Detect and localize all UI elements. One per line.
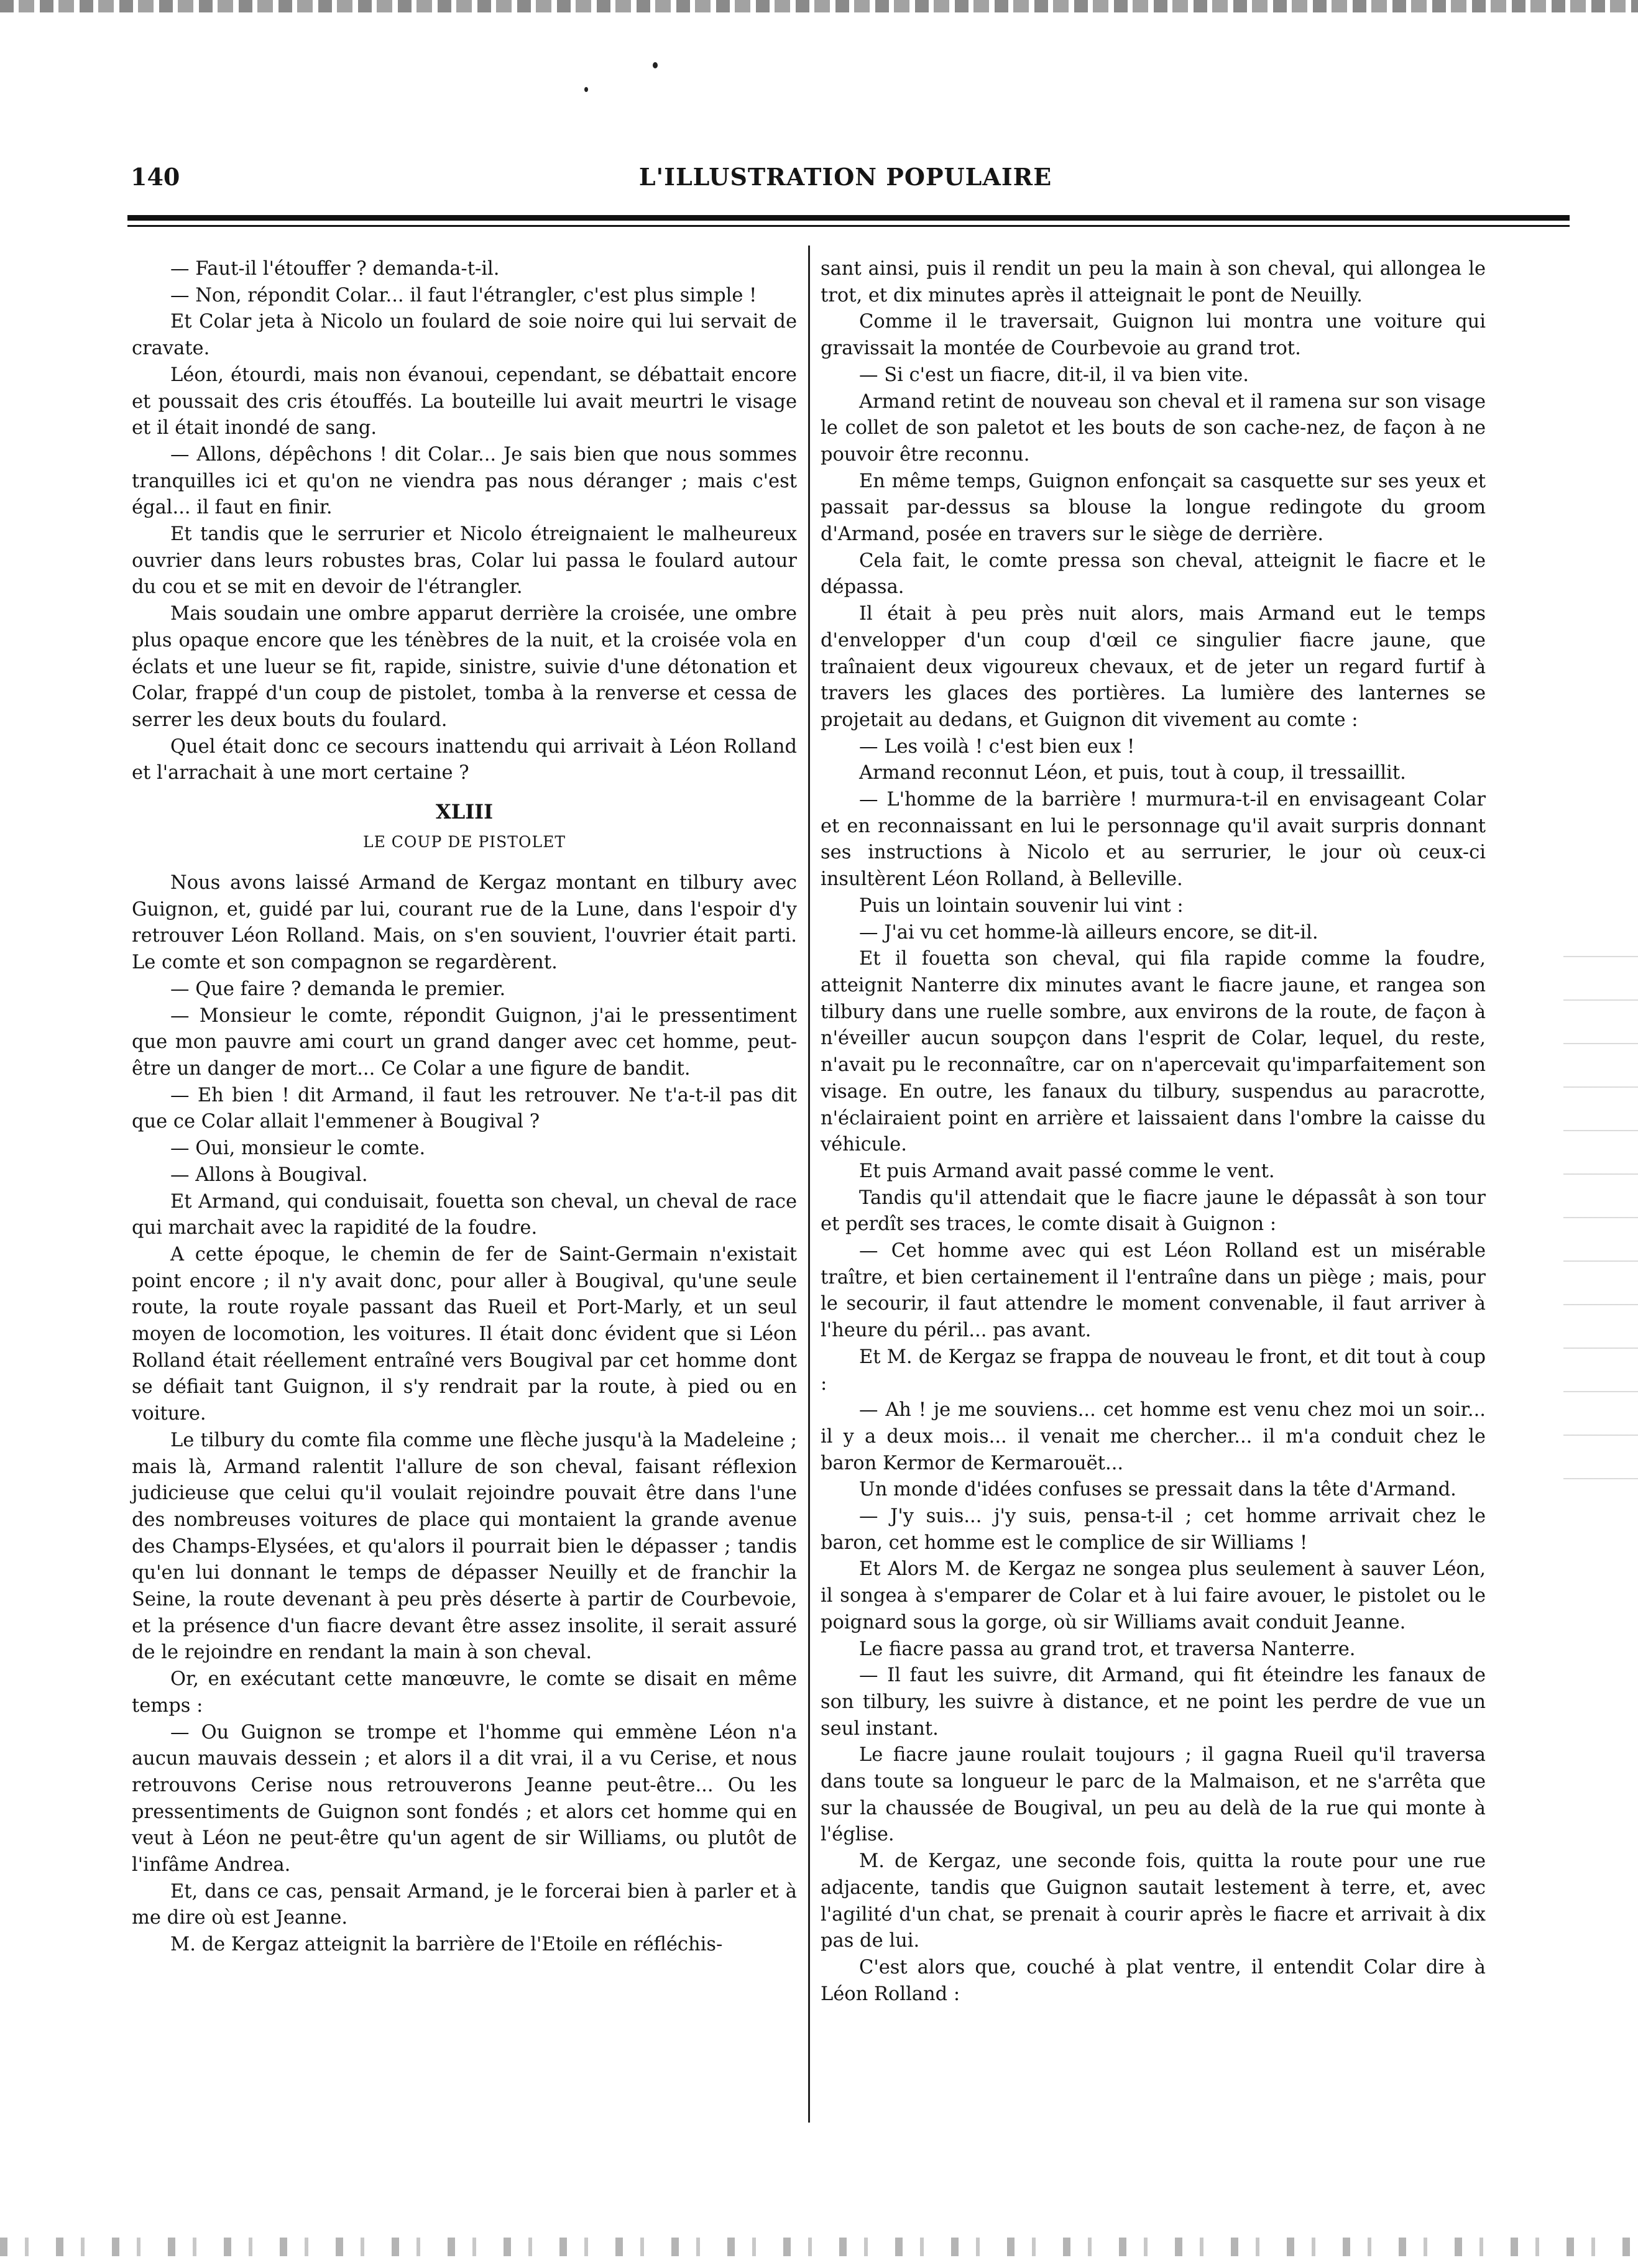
paragraph: — Les voilà ! c'est bien eux ! [859, 735, 1135, 758]
paragraph: Nous avons laissé Armand de Kergaz montant en tilbury avec Guignon, et, guidé par lui, courant rue de la Lune, dans l'espoir d'y retrouver Léon Rolland. Mais, on s'en souvient, l'ouvrier était parti. Le comte et son compagnon se regardèrent. [132, 872, 797, 974]
paragraph: Et tandis que le serrurier et Nicolo étreignaient le malheureux ouvrier dans leurs robustes bras, Colar lui passa le foulard autour du cou et se mit en devoir de l'étrangler. [132, 523, 797, 599]
left-column [132, 256, 797, 1958]
header-rule-thick [127, 215, 1570, 221]
paragraph: — Non, répondit Colar... il faut l'étrangler, c'est plus simple ! [170, 284, 757, 306]
paragraph: — Allons, dépêchons ! dit Colar... Je sais bien que nous sommes tranquilles ici et qu'on ne viendra pas nous déranger ; mais c'est égal... il faut en finir. [132, 443, 797, 519]
paragraph: Et Alors M. de Kergaz ne songea plus seulement à sauver Léon, il songea à s'emparer de Colar et à lui faire avouer, le pistolet ou le poignard sous la gorge, où sir Williams avait conduit Jeanne. [821, 1558, 1486, 1633]
paragraph: Il était à peu près nuit alors, mais Armand eut le temps d'envelopper d'un coup d'œil ce singulier fiacre jaune, que traînaient deux vigoureux chevaux, et de jeter un regard furtif à travers les glaces des portières. La lumière des lanternes se projetait au dedans, et Guignon dit vivement au comte : [821, 603, 1486, 731]
paragraph: — Il faut les suivre, dit Armand, qui fit éteindre les fanaux de son tilbury, les suivre à distance, et ne point les perdre de vue un seul instant. [821, 1664, 1486, 1740]
right-paragraphs [821, 256, 1486, 2008]
paragraph: Et Colar jeta à Nicolo un foulard de soie noire qui lui servait de cravate. [132, 311, 797, 360]
ink-speck [653, 62, 658, 68]
paragraph: — Eh bien ! dit Armand, il faut les retrouver. Ne t'a-t-il pas dit que ce Colar allait l'emmener à Bougival ? [132, 1084, 797, 1133]
paragraph: — J'y suis... j'y suis, pensa-t-il ; cet homme arrivait chez le baron, cet homme est le complice de sir Williams ! [821, 1505, 1486, 1554]
paragraph: Quel était donc ce secours inattendu qui arrivait à Léon Rolland et l'arrachait à une mort certaine ? [132, 735, 797, 784]
page-number: 140 [131, 163, 180, 191]
paragraph: — Oui, monsieur le comte. [170, 1137, 426, 1160]
header-rule-thin [127, 225, 1570, 227]
paragraph: Armand retint de nouveau son cheval et il ramena sur son visage le collet de son paletot et les bouts de son cache-nez, de façon à ne pouvoir être reconnu. [821, 390, 1486, 466]
paragraph: — J'ai vu cet homme-là ailleurs encore, se dit-il. [859, 921, 1318, 943]
top-edge-noise [0, 0, 1638, 12]
paragraph: Le fiacre jaune roulait toujours ; il gagna Rueil qu'il traversa dans toute sa longueur le parc de la Malmaison, et ne s'arrêta que sur la chaussée de Bougival, un peu au delà de la rue qui monte à l'église. [821, 1744, 1486, 1846]
left-paragraphs-after [132, 870, 797, 1958]
bottom-edge-noise [0, 2238, 1638, 2256]
chapter-title: LE COUP DE PISTOLET [362, 833, 566, 852]
paragraph: — Cet homme avec qui est Léon Rolland est un misérable traître, et bien certainement il l'entraîne dans un piège ; mais, pour le secourir, il faut attendre le moment convenable, il faut arriver à l'heure du péril... pas avant. [821, 1240, 1486, 1342]
paragraph: Et M. de Kergaz se frappa de nouveau le front, et dit tout à coup : [821, 1346, 1486, 1395]
paragraph: Et il fouetta son cheval, qui fila rapide comme la foudre, atteignit Nanterre dix minutes avant le fiacre jaune, et rangea son tilbury dans une ruelle sombre, aux environs de la route, de façon à n'éveiller aucun soupçon dans l'esprit de Colar, lequel, du reste, n'avait pu le reconnaître, car on n'apercevait qu'imparfaitement son visage. En outre, les fanaux du tilbury, suspendus au paracrotte, n'éclairaient point en arrière et laissaient dans l'ombre la caisse du véhicule. [821, 948, 1486, 1156]
paragraph: M. de Kergaz atteignit la barrière de l'Etoile en réfléchis- [170, 1934, 723, 1956]
paragraph: Léon, étourdi, mais non évanoui, cependant, se débattait encore et poussait des cris étouffés. La bouteille lui avait meurtri le visage et il était inondé de sang. [132, 364, 797, 439]
paragraph: — Ah ! je me souviens... cet homme est venu chez moi un soir... il y a deux mois... il venait me chercher... il m'a conduit chez le baron Kermor de Kermarouët... [821, 1399, 1486, 1474]
paragraph: Tandis qu'il attendait que le fiacre jaune le dépassât à son tour et perdît ses traces, le comte disait à Guignon : [821, 1187, 1486, 1236]
paragraph: Le fiacre passa au grand trot, et traversa Nanterre. [859, 1638, 1356, 1660]
paragraph: Un monde d'idées confuses se pressait dans la tête d'Armand. [859, 1479, 1456, 1501]
page-header [131, 163, 1560, 200]
paragraph: Or, en exécutant cette manœuvre, le comte se disait en même temps : [132, 1668, 797, 1717]
chapter-number: XLIII [435, 800, 494, 824]
paragraph: Comme il le traversait, Guignon lui montra une voiture qui gravissait la montée de Courbevoie au grand trot. [821, 311, 1486, 360]
paragraph: — Allons à Bougival. [170, 1164, 368, 1186]
left-paragraphs-before [132, 256, 797, 787]
paragraph: Armand reconnut Léon, et puis, tout à coup, il tressaillit. [859, 762, 1406, 784]
paragraph: Le tilbury du comte fila comme une flèche jusqu'à la Madeleine ; mais là, Armand ralentit l'allure de son cheval, faisant réflexion judicieuse que celui qu'il voulait rejoindre pouvait être dans l'une des nombreuses voitures de place qui montaient la grande avenue des Champs-Elysées, et qu'alors il pourrait bien le dépasser ; tandis qu'en lui donnant le temps de dépasser Neuilly et de franchir la Seine, la route devenant à peu près déserte à partir de Courbevoie, et la présence d'un fiacre devant être assez insolite, il serait assuré de le rejoindre en rendant la main à son cheval. [132, 1429, 797, 1664]
paragraph: — Monsieur le comte, répondit Guignon, j'ai le pressentiment que mon pauvre ami court un grand danger avec cet homme, peut-être un danger de mort... Ce Colar a une figure de bandit. [132, 1004, 797, 1080]
paragraph: A cette époque, le chemin de fer de Saint-Germain n'existait point encore ; il n'y avait donc, pour aller à Bougival, qu'une seule route, la route royale passant das Rueil et Port-Marly, et un seul moyen de locomotion, les voitures. Il était donc évident que si Léon Rolland était réellement entraîné vers Bougival par cet homme dont se défiait tant Guignon, il s'y rendrait par la route, à pied ou en voiture. [132, 1243, 797, 1425]
paragraph: Et puis Armand avait passé comme le vent. [859, 1160, 1275, 1182]
paragraph: Et, dans ce cas, pensait Armand, je le forcerai bien à parler et à me dire où est Jeanne. [132, 1880, 797, 1929]
paragraph: — L'homme de la barrière ! murmura-t-il en envisageant Colar et en reconnaissant en lui le personnage qu'il avait surpris donnant ses instructions à Nicolo et au serrurier, le jour où ceux-ci insultèrent Léon Rolland, à Belleville. [821, 789, 1486, 891]
paragraph: Et Armand, qui conduisait, fouetta son cheval, un cheval de race qui marchait avec la rapidité de la foudre. [132, 1190, 797, 1239]
right-column [821, 256, 1486, 2008]
paragraph: — Ou Guignon se trompe et l'homme qui emmène Léon n'a aucun mauvais dessein ; et alors il a dit vrai, il a vu Cerise, et nous retrouvons Cerise nous retrouverons Jeanne peut-être... Ou les pressentiments de Guignon sont fondés ; et alors cet homme qui en veut à Léon ne peut-être qu'un agent de sir Williams, ou plutôt de l'infâme Andrea. [132, 1721, 797, 1876]
paragraph: Mais soudain une ombre apparut derrière la croisée, une ombre plus opaque encore que les ténèbres de la nuit, et la croisée vola en éclats et une lueur se fit, rapide, sinistre, suivie d'une détonation et Colar, frappé d'un coup de pistolet, tomba à la renverse et cessa de serrer les deux bouts du foulard. [132, 603, 797, 731]
margin-noise [1563, 932, 1638, 1492]
paragraph: — Que faire ? demanda le premier. [170, 978, 506, 1000]
paragraph: M. de Kergaz, une seconde fois, quitta la route pour une rue adjacente, tandis que Guignon sautait lestement à terre, et, avec l'agilité d'un chat, se prenait à courir après le fiacre et arrivait à dix pas de lui. [821, 1850, 1486, 1952]
paragraph: C'est alors que, couché à plat ventre, il entendit Colar dire à Léon Rolland : [821, 1957, 1486, 2005]
ink-speck [584, 87, 588, 92]
paragraph: En même temps, Guignon enfonçait sa casquette sur ses yeux et passait par-dessus sa blouse la longue redingote du groom d'Armand, posée en travers sur le siège de derrière. [821, 470, 1486, 546]
paragraph: Cela fait, le comte pressa son cheval, atteignit le fiacre et le dépassa. [821, 549, 1486, 599]
journal-title: L'ILLUSTRATION POPULAIRE [638, 163, 1052, 191]
paragraph: Puis un lointain souvenir lui vint : [859, 894, 1184, 917]
column-divider [808, 246, 810, 2123]
paragraph: sant ainsi, puis il rendit un peu la main à son cheval, qui allongea le trot, et dix minutes après il atteignait le pont de Neuilly. [821, 258, 1486, 306]
paragraph: — Si c'est un fiacre, dit-il, il va bien vite. [859, 364, 1249, 386]
paragraph: — Faut-il l'étouffer ? demanda-t-il. [170, 258, 500, 280]
